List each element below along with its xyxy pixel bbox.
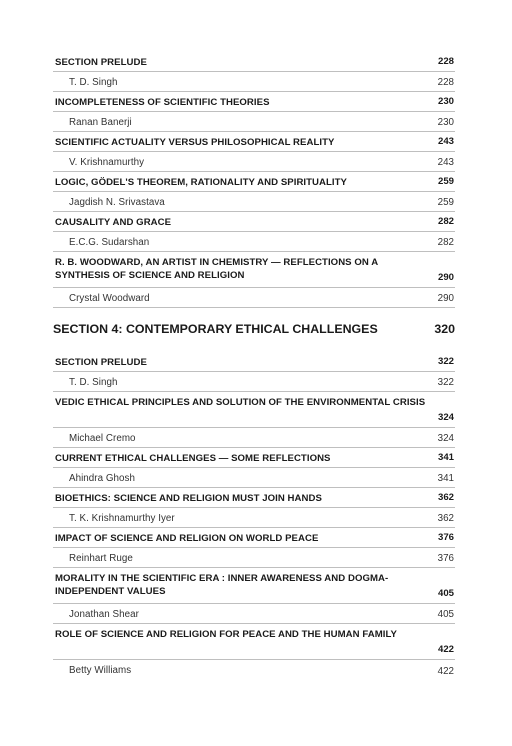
entry-page: 259 [437,176,454,187]
entry-page: 341 [437,473,454,484]
entry-page: 243 [437,136,454,147]
toc-entry [53,176,455,192]
entry-author: E.C.G. Sudarshan [69,237,150,248]
entry-title: INCOMPLETENESS OF SCIENTIFIC THEORIES [55,97,270,108]
toc-author-row [53,116,455,132]
entry-author: Jagdish N. Srivastava [69,197,165,208]
toc-entry [53,216,455,232]
entry-author: T. D. Singh [69,377,118,388]
section-title: SECTION 4: CONTEMPORARY ETHICAL CHALLENGES [53,322,378,336]
toc-entry [53,56,455,72]
entry-title: VEDIC ETHICAL PRINCIPLES AND SOLUTION OF THE ENVIRONMENTAL CRISIS [55,397,426,408]
entry-page: 376 [437,553,454,564]
entry-author: Michael Cremo [69,433,136,444]
entry-author: Ranan Banerji [69,117,132,128]
entry-title: MORALITY IN THE SCIENTIFIC ERA : INNER AWARENESS AND DOGMA-INDEPENDENT VALUES [55,573,389,597]
entry-page: 228 [437,77,454,88]
toc-author-row [53,376,455,392]
entry-page: 282 [437,237,454,248]
toc-entry [53,572,455,604]
toc-author-row [53,608,455,624]
toc-author-row [53,156,455,172]
entry-page: 422 [437,666,454,677]
toc-author-row [53,512,455,528]
entry-page: 243 [437,157,454,168]
toc-entry [53,628,455,660]
entry-page: 228 [437,56,454,67]
entry-title: R. B. WOODWARD, AN ARTIST IN CHEMISTRY — REFLECTIONS ON A SYNTHESIS OF SCIENCE AND RELIGION [55,257,378,281]
entry-page: 322 [437,356,454,367]
entry-page: 376 [437,532,454,543]
toc-entry [53,256,455,288]
toc-entry [53,452,455,468]
entry-title: SECTION PRELUDE [55,357,147,368]
entry-page: 324 [437,433,454,444]
toc-author-row [53,236,455,252]
entry-title: SECTION PRELUDE [55,57,147,68]
toc-entry [53,396,455,428]
entry-page: 230 [437,96,454,107]
entry-page: 405 [437,588,454,599]
entry-page: 362 [437,513,454,524]
toc-entry [53,532,455,548]
entry-page: 422 [437,644,454,655]
entry-page: 282 [437,216,454,227]
toc-author-row [53,664,455,680]
entry-page: 405 [437,609,454,620]
entry-title: CURRENT ETHICAL CHALLENGES — SOME REFLECTIONS [55,453,331,464]
entry-author: T. D. Singh [69,77,118,88]
entry-author: Crystal Woodward [69,293,150,304]
toc-entry [53,136,455,152]
entry-page: 259 [437,197,454,208]
entry-page: 324 [437,412,454,423]
entry-author: T. K. Krishnamurthy Iyer [69,513,175,524]
section-page: 320 [434,322,455,336]
entry-author: V. Krishnamurthy [69,157,145,168]
entry-page: 290 [437,272,454,283]
entry-title: CAUSALITY AND GRACE [55,217,172,228]
toc-author-row [53,552,455,568]
entry-title: LOGIC, GÖDEL'S THEOREM, RATIONALITY AND SPIRITUALITY [55,177,347,188]
entry-author: Reinhart Ruge [69,553,133,564]
entry-title: SCIENTIFIC ACTUALITY VERSUS PHILOSOPHICAL REALITY [55,137,335,148]
toc-author-row [53,292,455,308]
entry-title: ROLE OF SCIENCE AND RELIGION FOR PEACE AND THE HUMAN FAMILY [55,629,397,640]
entry-page: 322 [437,377,454,388]
section-heading [53,322,455,336]
toc-entry [53,356,455,372]
entry-page: 230 [437,117,454,128]
entry-page: 362 [437,492,454,503]
toc-author-row [53,196,455,212]
entry-page: 341 [437,452,454,463]
toc-entry [53,492,455,508]
toc-entry [53,96,455,112]
entry-page: 290 [437,293,454,304]
entry-title: IMPACT OF SCIENCE AND RELIGION ON WORLD PEACE [55,533,319,544]
entry-title: BIOETHICS: SCIENCE AND RELIGION MUST JOIN HANDS [55,493,322,504]
entry-author: Betty Williams [69,665,132,676]
toc-author-row [53,432,455,448]
toc-author-row [53,76,455,92]
entry-author: Ahindra Ghosh [69,473,136,484]
toc-author-row [53,472,455,488]
entry-author: Jonathan Shear [69,609,139,620]
